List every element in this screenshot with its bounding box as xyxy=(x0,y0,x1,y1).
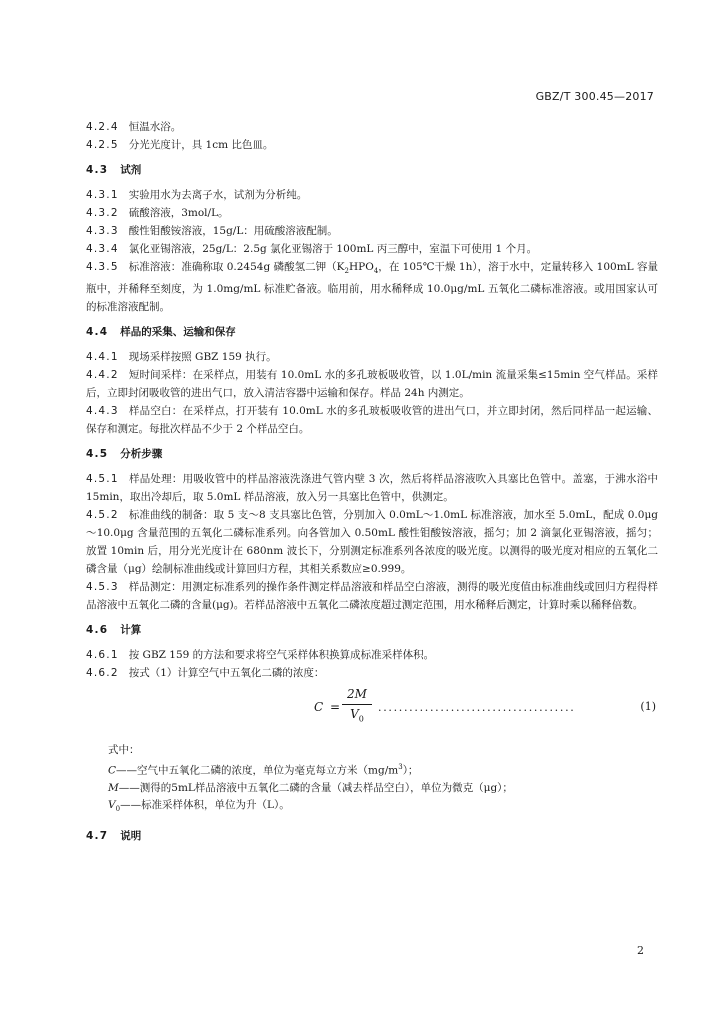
heading-sampling: 4.4 样品的采集、运输和保存 xyxy=(86,326,236,339)
clause-4-2-5: 4.2.5 分光光度计，具 1cm 比色皿。 xyxy=(86,139,274,151)
clause-4-3-1: 4.3.1 实验用水为去离子水，试剂为分析纯。 xyxy=(86,189,308,201)
heading-calculation: 4.6 计算 xyxy=(86,624,142,637)
clause-4-3-3: 4.3.3 酸性钼酸铵溶液，15g/L：用硫酸溶液配制。 xyxy=(86,225,338,237)
formula-denominator: $V_0$ xyxy=(350,707,364,724)
formula-lhs: C xyxy=(314,700,324,715)
clause-4-5-1: 4.5.1 样品处理：用吸收管中的样品溶液洗涤进气管内壁 3 次，然后将样品溶液吹入具塞比色管中。盖塞，于沸水浴中 15min，取出冷却后，取 5.0mL 样品溶液，放入另一具塞比色管中，供测定。 xyxy=(86,473,658,504)
heading-reagents: 4.3 试剂 xyxy=(86,164,142,176)
clause-4-6-1: 4.6.1 按 GBZ 159 的方法和要求将空气采样体积换算成标准采样体积。 xyxy=(86,649,435,662)
where-item-c: C——空气中五氧化二磷的浓度，单位为毫克每立方米$(mg/m^3)$； xyxy=(108,763,419,777)
where-block xyxy=(108,742,658,818)
clause-4-4-3: 4.4.3 样品空白：在采样点，打开装有 10.0mL 水的多孔玻板吸收管的进出气口，并立即封闭，然后同样品一起运输、保存和测定。每批次样品不少于 2 个样品空白。 xyxy=(86,405,658,436)
formula-leader-dots: ...................................... xyxy=(378,701,576,715)
clause-4-5-2: 4.5.2 标准曲线的制备：取 5 支～8 支具塞比色管，分别加入 0.0mL～1.0mL 标准溶液，加水至 5.0mL，配成 0.0μg～10.0μg 含量范围的五氧化二磷标准系列。向各管加入 0.50mL 酸性钼酸铵溶液，摇匀；加 2 滴氯化亚锡溶液，摇匀；放置 10min 后，用分光光度计在 680nm 波长下，分别测定标准系列各浓度的吸光度。以测得的吸光度对相应的五氧化二磷含量（μg）绘制标准曲线或计算回归方程，其相关系数应≥0.999。 xyxy=(86,509,658,576)
clause-4-3-4: 4.3.4 氯化亚锡溶液，25g/L：2.5g 氯化亚锡溶于 100mL 丙三醇中，室温下可使用 1 个月。 xyxy=(86,243,538,255)
where-intro: 式中： xyxy=(108,744,140,757)
clause-4-4-2: 4.4.2 短时间采样：在采样点，用装有 10.0mL 水的多孔玻板吸收管，以 1.0L/min 流量采集≤15min 空气样品。采样后，立即封闭吸收管的进出气口，放入清洁容器中运输和保存。样品 24h 内测定。 xyxy=(86,369,658,400)
standard-code: GBZ/T 300.45—2017 xyxy=(535,90,654,103)
clause-4-6-2: 4.6.2 按式（1）计算空气中五氧化二磷的浓度： xyxy=(86,667,325,680)
formula-numerator: 2M xyxy=(342,686,372,705)
heading-analysis: 4.5 分析步骤 xyxy=(86,448,163,461)
document-body xyxy=(86,118,658,852)
formula-1 xyxy=(86,686,658,734)
clause-4-4-1: 4.4.1 现场采样按照 GBZ 159 执行。 xyxy=(86,351,277,364)
where-item-m: M——测得的5mL样品溶液中五氧化二磷的含量（减去样品空白），单位为微克（μg）； xyxy=(108,781,513,794)
where-item-v0: $V_0——$标准采样体积，单位为升（L）。 xyxy=(108,798,290,813)
heading-notes: 4.7 说明 xyxy=(86,829,142,842)
clause-4-3-2: 4.3.2 硫酸溶液，3mol/L。 xyxy=(86,207,229,219)
formula-equals: = xyxy=(330,700,341,715)
page-number: 2 xyxy=(637,944,644,957)
clause-4-2-4: 4.2.4 恒温水浴。 xyxy=(86,121,182,133)
formula-number: (1) xyxy=(640,700,656,714)
formula-fraction xyxy=(342,686,372,728)
clause-4-5-3: 4.5.3 样品测定：用测定标准系列的操作条件测定样品溶液和样品空白溶液，测得的吸光度值由标准曲线或回归方程得样品溶液中五氧化二磷的含量(μg)。若样品溶液中五氧化二磷浓度超过测定范围，用水稀释后测定，计算时乘以稀释倍数。 xyxy=(86,581,658,612)
clause-4-3-5: 4.3.5 标准溶液：准确称取 0.2454g 磷酸氢二钾（$K_2HPO_4$，在 105℃干燥 1h），溶于水中，定量转移入 100mL 容量瓶中，并稀释至刻度，为 1.0mg/mL 标准贮备液。临用前，用水稀释成 10.0μg/mL 五氧化二磷标准溶液。或用国家认可的标准溶液配制。 xyxy=(86,261,658,314)
